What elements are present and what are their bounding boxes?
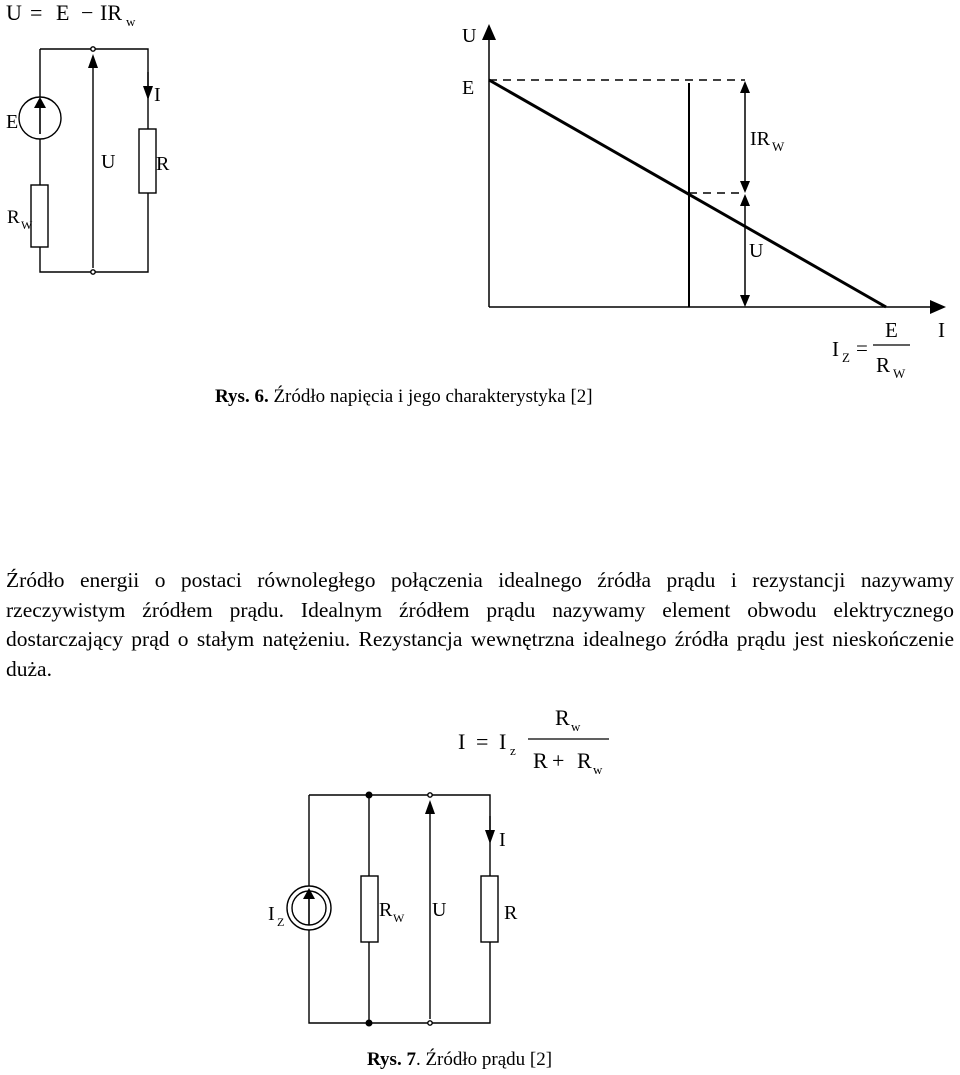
figure-6-label: Rys. 6. [215, 386, 269, 407]
svg-text:I: I [499, 829, 506, 851]
svg-text:R: R [533, 748, 548, 773]
terminal-top [91, 47, 95, 51]
figure-6-caption [215, 386, 593, 408]
characteristic-graph [482, 24, 946, 345]
svg-text:E: E [462, 77, 475, 99]
figure-7-caption-text: . Źródło prądu [2] [415, 1049, 553, 1070]
svg-text:R: R [577, 748, 592, 773]
svg-text:U: U [101, 151, 116, 173]
terminal-bottom [428, 1021, 432, 1025]
wire-loop [40, 49, 148, 272]
wire-loop [309, 795, 490, 1023]
voltage-formula [6, 0, 136, 29]
svg-text:R: R [156, 153, 170, 175]
svg-text:I: I [154, 84, 161, 106]
load-resistor-icon [139, 129, 156, 193]
svg-text:IR: IR [100, 0, 122, 25]
svg-text:w: w [593, 762, 603, 777]
svg-text:W: W [772, 139, 785, 154]
node-bottom [366, 1020, 372, 1026]
svg-text:W: W [21, 218, 33, 232]
svg-text:R: R [7, 207, 20, 228]
svg-text:R: R [379, 899, 393, 921]
svg-text:Z: Z [277, 915, 285, 929]
svg-text:z: z [510, 743, 516, 758]
voltage-source-circuit [19, 47, 156, 274]
svg-text:E: E [56, 0, 70, 25]
svg-text:I: I [832, 337, 839, 361]
svg-text:I: I [938, 318, 945, 342]
svg-text:Z: Z [842, 350, 850, 365]
figure-7-label: Rys. 7 [367, 1049, 416, 1070]
figure-6-caption-text: Źródło napięcia i jego charakterystyka [2] [268, 386, 593, 407]
terminal-top [428, 793, 432, 797]
wire-top [309, 795, 490, 876]
body-paragraph: Źródło energii o postaci równoległego połączenia idealnego źródła prądu i rezystancji nazywamy rzeczywistym źródłem prądu. Idealnym źródłem prądu nazywamy element obwodu elektrycznego dostarczający prąd o stałym natężeniu. Rezystancja wewnętrzna idealnego źródła prądu jest nieskończenie duża. [6, 568, 954, 681]
current-divider-formula [458, 705, 609, 777]
svg-text:U: U [749, 240, 764, 262]
svg-text:=: = [856, 336, 868, 360]
svg-text:U: U [462, 25, 477, 47]
node-top [366, 792, 372, 798]
svg-text:w: w [571, 719, 581, 734]
internal-resistor-icon [31, 185, 48, 247]
svg-text:I: I [268, 903, 275, 925]
svg-text:IR: IR [750, 128, 770, 150]
figure-7-caption [367, 1049, 552, 1071]
characteristic-line [489, 80, 886, 307]
svg-text:=: = [30, 0, 43, 25]
svg-text:R: R [876, 353, 891, 377]
svg-text:R: R [555, 705, 570, 730]
svg-text:U: U [432, 899, 447, 921]
svg-text:W: W [393, 911, 405, 925]
svg-text:w: w [126, 14, 136, 29]
svg-text:I: I [458, 729, 466, 754]
svg-text:E: E [6, 111, 19, 133]
terminal-bottom [91, 270, 95, 274]
svg-text:E: E [885, 318, 898, 342]
svg-text:I: I [499, 729, 507, 754]
svg-text:R: R [504, 902, 518, 924]
svg-text:U: U [6, 0, 22, 25]
svg-text:=: = [476, 729, 489, 754]
load-resistor-icon [481, 876, 498, 942]
svg-text:+: + [552, 748, 565, 773]
svg-text:W: W [893, 366, 906, 381]
current-source-circuit [287, 792, 498, 1026]
internal-resistor-icon [361, 876, 378, 942]
svg-text:−: − [81, 0, 94, 25]
